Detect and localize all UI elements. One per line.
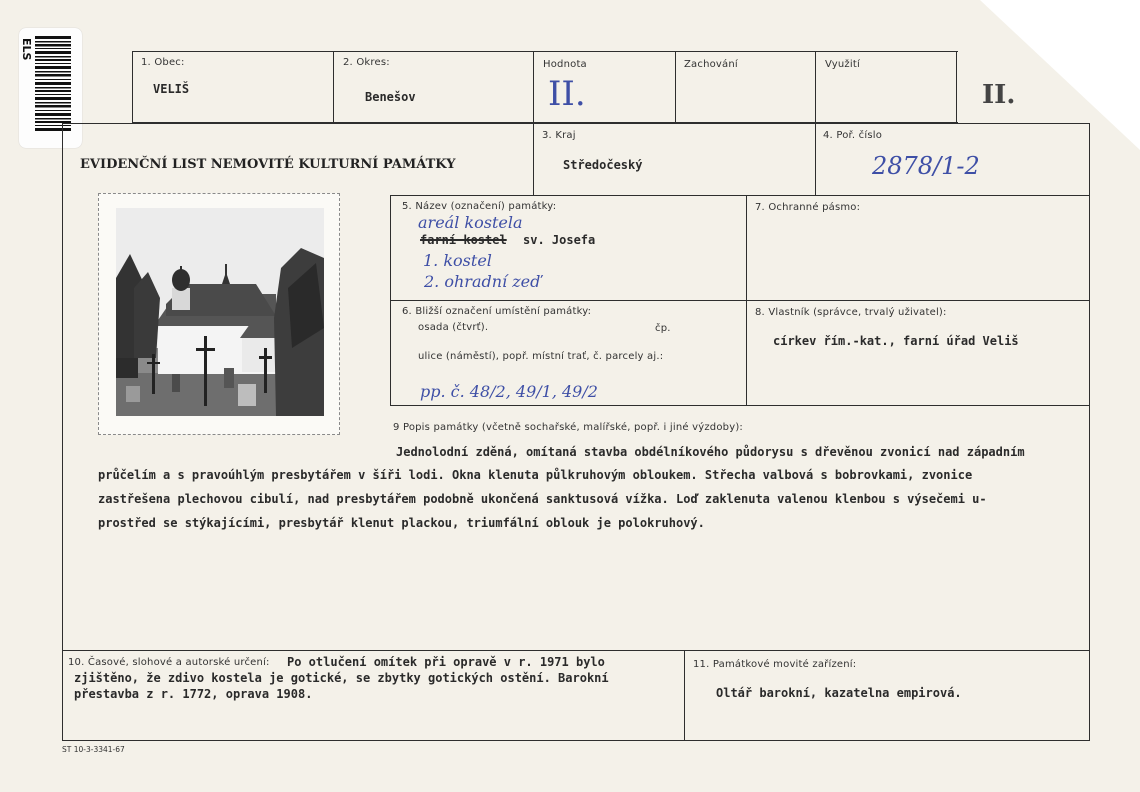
field8-value: církev řím.-kat., farní úřad Veliš [773, 334, 1019, 348]
field4-label: 4. Poř. číslo [823, 130, 883, 141]
field9-line1: Jednolodní zděná, omítaná stavba obdélníkového půdorysu s dřevěnou zvonicí nad západním [396, 445, 1025, 459]
field6-osada: osada (čtvrť). [418, 322, 489, 333]
church-photo [116, 208, 324, 416]
field5-typed-text: sv. Josefa [523, 233, 596, 247]
hodnota-value: II. [548, 74, 586, 114]
hodnota-label: Hodnota [543, 59, 587, 70]
vyuziti-label: Využití [825, 59, 860, 70]
field8-label: 8. Vlastník (správce, trvalý uživatel): [755, 307, 947, 318]
field4-value: 2878/1-2 [872, 152, 980, 180]
field9-label: 9 Popis památky (včetně sochařské, malířské, popř. i jiné výzdoby): [393, 422, 743, 433]
footer-code: ST 10-3-3341-67 [62, 745, 125, 754]
field2-label: 2. Okres: [343, 57, 390, 68]
field9-line2: průčelím a s pravoúhlým presbytářem v šíři lodi. Okna klenuta půlkruhovým obloukem. Střecha valbová s bobrovkami, zvonice [98, 468, 973, 482]
field7-label: 7. Ochranné pásmo: [755, 202, 861, 213]
field5-hand-line3: 1. kostel [423, 251, 492, 270]
sticker-label: ELS [20, 38, 33, 61]
field5-hand-line4: 2. ohradní zeď [424, 272, 541, 291]
field2-value: Benešov [365, 90, 416, 104]
field6-cp: čp. [655, 323, 671, 334]
field11-label: 11. Památkové movité zařízení: [693, 659, 857, 670]
field10-line1: Po otlučení omítek při opravě v r. 1971 bylo [287, 655, 605, 669]
field10-line3: přestavba z r. 1772, oprava 1908. [74, 687, 313, 701]
field6-ulice: ulice (náměstí), popř. místní trať, č. parcely aj.: [418, 351, 664, 362]
zachovani-label: Zachování [684, 59, 738, 70]
field5-struck-text: farní kostel [420, 233, 507, 247]
barcode-sticker [19, 28, 82, 148]
field5-hand-line1: areál kostela [418, 213, 523, 232]
field3-value: Středočeský [563, 158, 643, 172]
field6-label: 6. Bližší označení umístění památky: [402, 306, 592, 317]
field5-label: 5. Název (označení) památky: [402, 201, 557, 212]
field6-value: pp. č. 48/2, 49/1, 49/2 [420, 382, 598, 401]
field9-line3: zastřešena plechovou cibulí, nad presbytářem podobně ukončená sanktusová vížka. Loď zaklenuta valenou klenbou s výsečemi u- [98, 492, 987, 506]
field3-label: 3. Kraj [542, 130, 576, 141]
field10-label: 10. Časové, slohové a autorské určení: [68, 657, 270, 668]
barcode [35, 36, 75, 141]
cut-corner [980, 0, 1140, 150]
field1-value: VELIŠ [153, 82, 190, 96]
field11-value: Oltář barokní, kazatelna empirová. [716, 686, 962, 700]
field10-line2: zjištěno, že zdivo kostela je gotické, se zbytky gotických ostění. Barokní [74, 671, 609, 685]
corner-mark: II. [982, 80, 1016, 110]
form-title: EVIDENČNÍ LIST NEMOVITÉ KULTURNÍ PAMÁTKY [80, 157, 456, 172]
field9-line4: prostřed se stýkajícími, presbytář klenut plackou, triumfální oblouk je polokruhový. [98, 516, 705, 530]
field1-label: 1. Obec: [141, 57, 185, 68]
